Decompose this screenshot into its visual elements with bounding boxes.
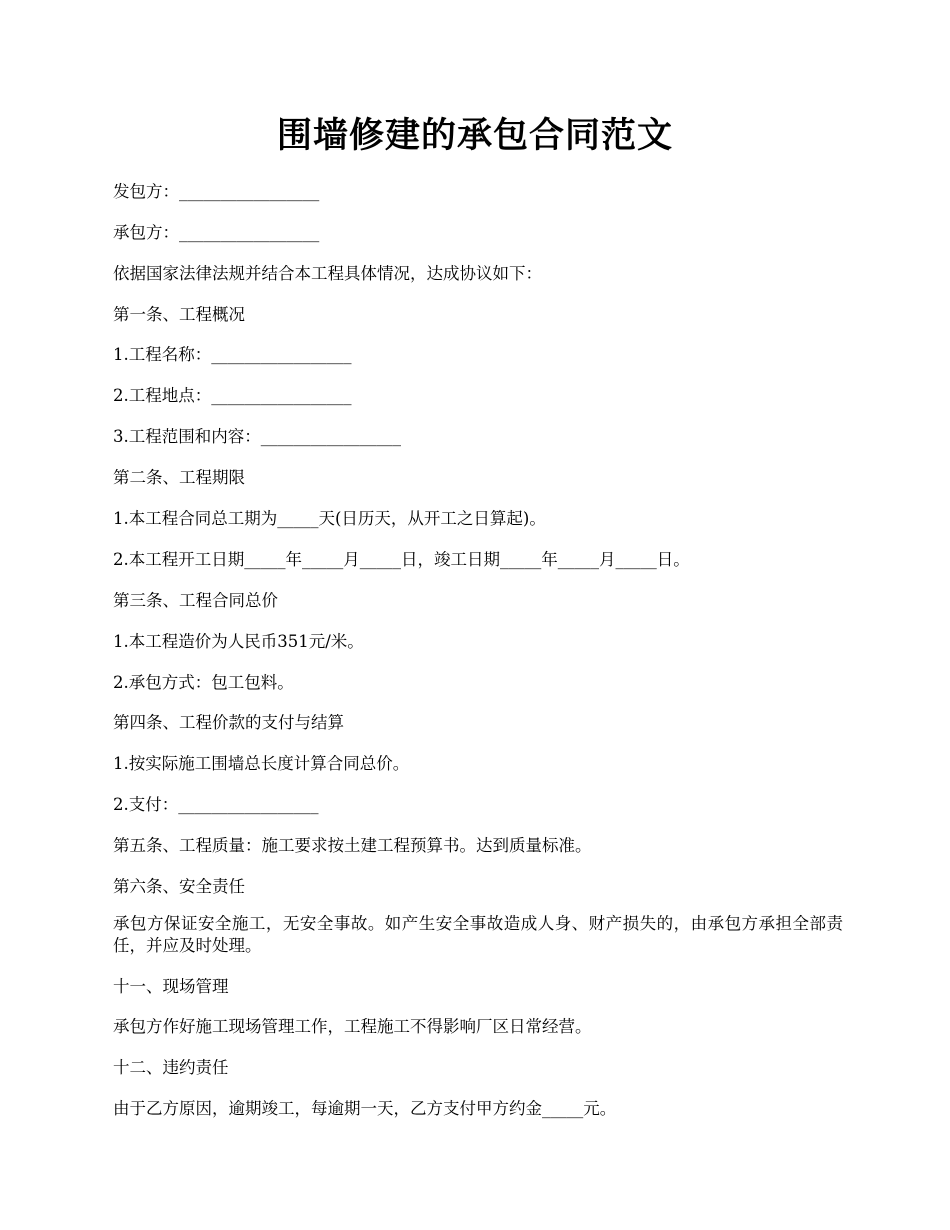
site-management-paragraph: 承包方作好施工现场管理工作，工程施工不得影响厂区日常经营。 xyxy=(113,1017,592,1036)
project-scope-line: 3.工程范围和内容：_________________ xyxy=(113,427,401,446)
preamble-paragraph: 依据国家法律法规并结合本工程具体情况，达成协议如下： xyxy=(113,264,542,283)
article-6-heading: 第六条、安全责任 xyxy=(113,877,245,896)
safety-responsibility-paragraph: 承包方保证安全施工，无安全事故。如产生安全事故造成人身、财产损失的，由承包方承担全部责任，并应及时处理。 xyxy=(113,914,843,955)
project-location-line: 2.工程地点：_________________ xyxy=(113,386,352,405)
section-12-heading: 十二、违约责任 xyxy=(113,1058,229,1077)
total-duration-line: 1.本工程合同总工期为_____天(日历天，从开工之日算起)。 xyxy=(113,509,546,528)
article-1-heading: 第一条、工程概况 xyxy=(113,305,245,324)
article-5-quality: 第五条、工程质量：施工要求按土建工程预算书。达到质量标准。 xyxy=(113,836,592,855)
section-11-heading: 十一、现场管理 xyxy=(113,977,229,996)
contract-mode-line: 2.承包方式：包工包料。 xyxy=(113,673,294,692)
unit-price-line: 1.本工程造价为人民币351元/米。 xyxy=(113,632,364,651)
article-4-heading: 第四条、工程价款的支付与结算 xyxy=(113,713,344,732)
party-a-line: 发包方：_________________ xyxy=(113,182,320,201)
settlement-method-line: 1.按实际施工围墙总长度计算合同总价。 xyxy=(113,754,410,773)
project-name-line: 1.工程名称：_________________ xyxy=(113,345,352,364)
liability-paragraph: 由于乙方原因，逾期竣工，每逾期一天，乙方支付甲方约金_____元。 xyxy=(113,1099,617,1118)
article-3-heading: 第三条、工程合同总价 xyxy=(113,591,278,610)
payment-line: 2.支付：_________________ xyxy=(113,795,319,814)
document-title: 围墙修建的承包合同范文 xyxy=(276,115,673,156)
article-2-heading: 第二条、工程期限 xyxy=(113,468,245,487)
party-b-line: 承包方：_________________ xyxy=(113,223,320,242)
start-end-date-line: 2.本工程开工日期_____年_____月_____日，竣工日期_____年_____月_____日。 xyxy=(113,550,690,569)
